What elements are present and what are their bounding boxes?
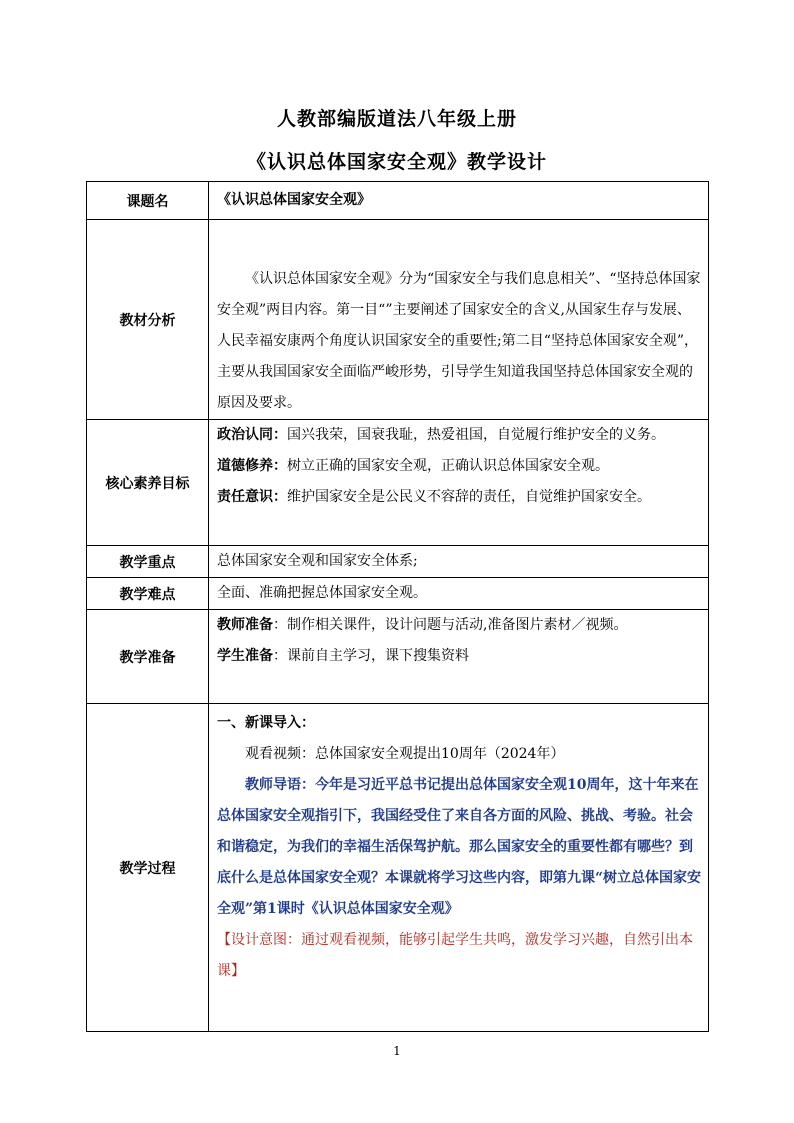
table-row-difficulty [87, 578, 709, 610]
teacher-guide-paragraph [217, 770, 702, 925]
lesson-plan-table [86, 181, 709, 1032]
table-row-core [87, 420, 709, 546]
row-label-difficulty: 教学难点 [87, 578, 209, 610]
core-goals-cell [209, 420, 709, 546]
core-goal-key: 政治认同： [217, 427, 287, 443]
prep-key: 学生准备 [217, 648, 273, 664]
process-section-title: 一、新课导入： [217, 715, 315, 731]
row-label-material: 教材分析 [87, 220, 209, 420]
document-subtitle: 《认识总体国家安全观》教学设计 [246, 151, 547, 173]
topic-value: 《认识总体国家安全观》 [209, 182, 709, 220]
prep-key: 教师准备 [217, 617, 273, 633]
table-row-topic [87, 182, 709, 220]
row-label-process: 教学过程 [87, 704, 209, 1032]
core-goal-key: 责任意识： [217, 489, 287, 505]
focus-value: 总体国家安全观和国家安全体系; [209, 546, 709, 578]
difficulty-value: 全面、准确把握总体国家安全观。 [209, 578, 709, 610]
prep-cell [209, 610, 709, 704]
row-label-prep: 教学准备 [87, 610, 209, 704]
material-analysis-text: 《认识总体国家安全观》分为“国家安全与我们息息相关”、“坚持总体国家安全观”两目内容。第一目“”主要阐述了国家安全的含义,从国家生存与发展、人民幸福安康两个角度认识国家安全的重要性;第二目“坚持总体国家安全观”，主要从我国国家安全面临严峻形势，引导学生知道我国坚持总体国家安全观的原因及要求。 [217, 271, 701, 411]
core-goal-item [217, 420, 702, 451]
prep-text: ：制作相关课件，设计问题与活动,准备图片素材／视频。 [273, 617, 628, 633]
core-goal-text: 树立正确的国家安全观，正确认识总体国家安全观。 [287, 458, 609, 474]
material-analysis-cell [209, 220, 709, 420]
document-title: 人教部编版道法八年级上册 [276, 108, 517, 130]
teacher-guide-label: 教师导语： [245, 777, 315, 793]
core-goal-item [217, 451, 702, 482]
row-label-core: 核心素养目标 [87, 420, 209, 546]
prep-text: ：课前自主学习，课下搜集资料 [273, 648, 469, 664]
core-goal-text: 维护国家安全是公民义不容辞的责任，自觉维护国家安全。 [287, 489, 651, 505]
prep-item [217, 641, 702, 672]
teacher-guide-text: 今年是习近平总书记提出总体国家安全观10周年，这十年来在总体国家安全观指引下，我国经受住了来自各方面的风险、挑战、考验。社会和谐稳定，为我们的幸福生活保驾护航。那么国家安全的重要性都有哪些？到底什么是总体国家安全观？本课就将学习这些内容，即第九课“树立总体国家安全观”第1课时《认识总体国家安全观》 [217, 777, 702, 917]
design-intent: 【设计意图：通过观看视频，能够引起学生共鸣，激发学习兴趣，自然引出本课】 [217, 932, 693, 979]
table-row-material [87, 220, 709, 420]
table-row-focus [87, 546, 709, 578]
row-label-topic: 课题名 [87, 182, 209, 220]
process-video-line: 观看视频：总体国家安全观提出10周年（2024年） [245, 746, 565, 762]
table-row-prep [87, 610, 709, 704]
process-cell [209, 704, 709, 1032]
core-goal-item [217, 482, 702, 513]
core-goal-text: 国兴我荣，国衰我耻，热爱祖国，自觉履行维护安全的义务。 [287, 427, 665, 443]
page-number: 1 [393, 1044, 401, 1058]
table-row-process [87, 704, 709, 1032]
core-goal-key: 道德修养： [217, 458, 287, 474]
row-label-focus: 教学重点 [87, 546, 209, 578]
prep-item [217, 610, 702, 641]
